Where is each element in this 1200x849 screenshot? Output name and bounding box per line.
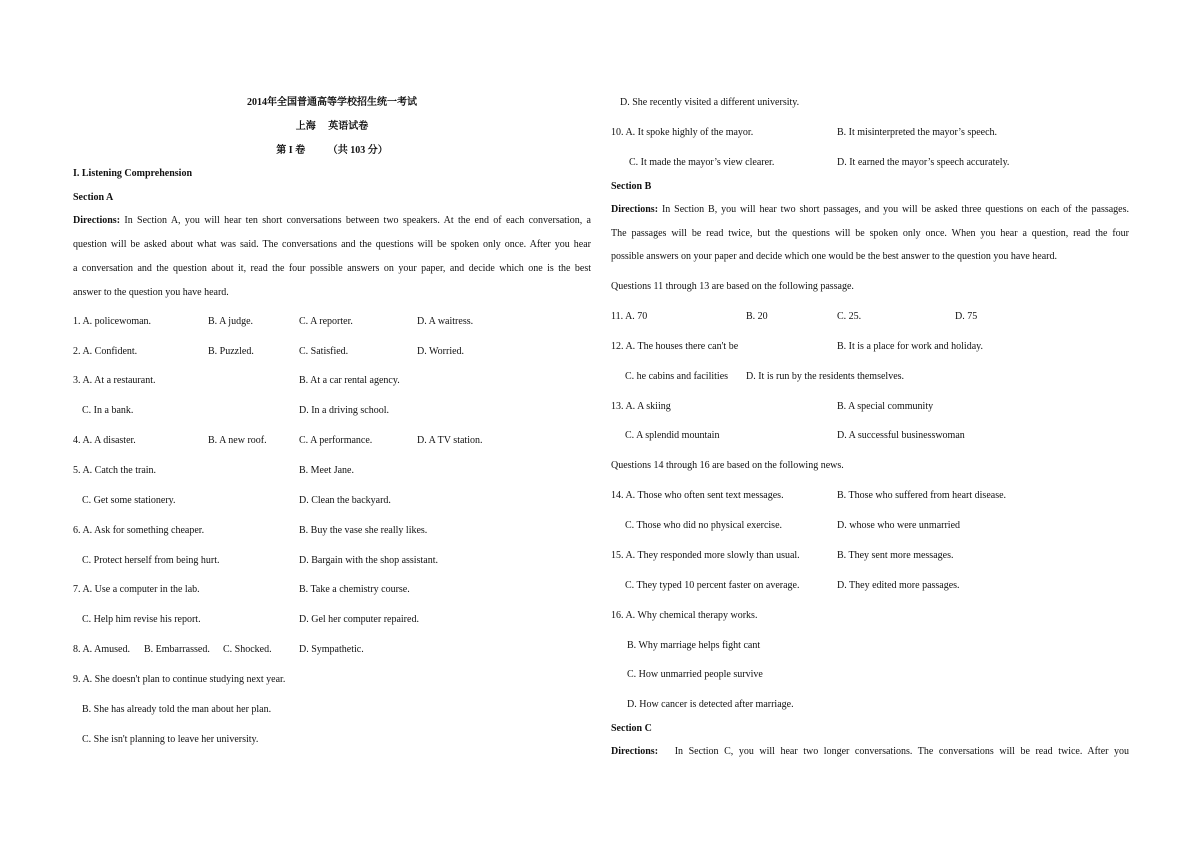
option-6d: D. Bargain with the shop assistant. [299,555,438,566]
directions-line-2: question will be asked about what was said. The conversations and the questions will be spoken only once. After you hear [73,239,591,250]
directions-b-label: Directions: [611,204,659,215]
directions-line-3: a conversation and the question about it, read the four possible answers on your paper, and decide which one is the best [73,263,591,274]
part-heading [73,145,591,157]
directions-line-1: Directions: In Section A, you will hear ten short conversations between two speakers. At the end of each conversation, a [73,215,591,226]
option-2b: B. Puzzled. [208,346,254,357]
option-1b: B. A judge. [208,316,254,327]
option-3d: D. In a driving school. [299,405,389,416]
option-4c: C. A performance. [299,435,373,446]
option-13b: B. A special community [837,401,934,412]
section-a-heading: Section A [73,192,114,203]
option-14d: D. whose who were unmarried [837,520,961,531]
option-11a: 11. A. 70 [611,311,648,322]
option-14b: B. Those who suffered from heart disease. [837,490,1007,501]
option-12c: C. he cabins and facilities [625,371,729,382]
option-16d: D. How cancer is detected after marriage. [627,699,794,710]
option-16b: B. Why marriage helps fight cant [627,640,761,651]
option-9c: C. She isn't planning to leave her university. [82,734,259,745]
option-7c: C. Help him revise his report. [82,614,201,625]
option-10d: D. It earned the mayor’s speech accurately. [837,157,1010,168]
option-13a: 13. A. A skiing [611,401,671,412]
subject-label: 英语试卷 [328,121,369,132]
option-8b: B. Embarrassed. [144,644,210,655]
option-6a: 6. A. Ask for something cheaper. [73,525,205,536]
section-b-heading: Section B [611,181,652,192]
option-9a: 9. A. She doesn't plan to continue studying next year. [73,674,286,685]
directions-line-4: answer to the question you have heard. [73,287,229,298]
option-2a: 2. A. Confident. [73,346,138,357]
option-10a: 10. A. It spoke highly of the mayor. [611,127,754,138]
section-heading: I. Listening Comprehension [73,168,193,179]
directions-c-label: Directions: [611,746,659,757]
option-16c: C. How unmarried people survive [627,669,763,680]
option-8d: D. Sympathetic. [299,644,364,655]
region-label: 上海 [295,121,316,132]
option-7b: B. Take a chemistry course. [299,584,410,595]
section-c-heading: Section C [611,723,652,734]
option-1c: C. A reporter. [299,316,353,327]
part-label: 第 I 卷 [276,145,306,156]
option-11b: B. 20 [746,311,768,322]
option-7d: D. Gel her computer repaired. [299,614,419,625]
option-3b: B. At a car rental agency. [299,375,400,386]
option-8c: C. Shocked. [223,644,272,655]
directions-b-line-3: possible answers on your paper and decide which one would be the best answer to the question you have heard. [611,251,1057,262]
exam-title: 2014年全国普通高等学校招生统一考试 [247,97,417,108]
option-12a: 12. A. The houses there can't be [611,341,739,352]
option-5b: B. Meet Jane. [299,465,354,476]
option-1d: D. A waitress. [417,316,474,327]
option-2d: D. Worried. [417,346,465,357]
passage-intro-11: Questions 11 through 13 are based on the following passage. [611,281,854,292]
directions-c-line-1: Directions: In Section C, you will hear two longer conversations. The conversations will be read twice. After you [611,746,1130,757]
option-15b: B. They sent more messages. [837,550,954,561]
option-5a: 5. A. Catch the train. [73,465,157,476]
option-14c: C. Those who did no physical exercise. [625,520,783,531]
exam-subtitle [73,121,591,133]
option-15c: C. They typed 10 percent faster on average. [625,580,800,591]
option-7a: 7. A. Use a computer in the lab. [73,584,200,595]
option-13c: C. A splendid mountain [625,430,720,441]
option-15d: D. They edited more passages. [837,580,960,591]
option-5d: D. Clean the backyard. [299,495,391,506]
option-4b: B. A new roof. [208,435,267,446]
option-6b: B. Buy the vase she really likes. [299,525,428,536]
directions-label: Directions: [73,215,121,226]
option-5c: C. Get some stationery. [82,495,176,506]
option-4a: 4. A. A disaster. [73,435,136,446]
option-1a: 1. A. policewoman. [73,316,152,327]
option-14a: 14. A. Those who often sent text messages. [611,490,784,501]
directions-b-line-2: The passages will be read twice, but the questions will be spoken only once. When you hear a question, read the four [611,228,1129,239]
option-11c: C. 25. [837,311,862,322]
option-3c: C. In a bank. [82,405,134,416]
option-10c: C. It made the mayor’s view clearer. [629,157,775,168]
part-points: （共 103 分） [327,145,388,156]
directions-b-line-1: Directions: In Section B, you will hear two short passages, and you will be asked three questions on each of the passages. [611,204,1129,215]
option-4d: D. A TV station. [417,435,483,446]
option-12d: D. It is run by the residents themselves. [746,371,905,382]
option-15a: 15. A. They responded more slowly than usual. [611,550,800,561]
option-12b: B. It is a place for work and holiday. [837,341,983,352]
option-9b: B. She has already told the man about her plan. [82,704,272,715]
news-intro-14: Questions 14 through 16 are based on the following news. [611,460,844,471]
option-2c: C. Satisfied. [299,346,349,357]
option-6c: C. Protect herself from being hurt. [82,555,220,566]
option-10b: B. It misinterpreted the mayor’s speech. [837,127,998,138]
option-3a: 3. A. At a restaurant. [73,375,156,386]
option-16a: 16. A. Why chemical therapy works. [611,610,758,621]
option-11d: D. 75 [955,311,978,322]
option-13d: D. A successful businesswoman [837,430,965,441]
option-8a: 8. A. Amused. [73,644,130,655]
option-9d: D. She recently visited a different university. [620,97,800,108]
